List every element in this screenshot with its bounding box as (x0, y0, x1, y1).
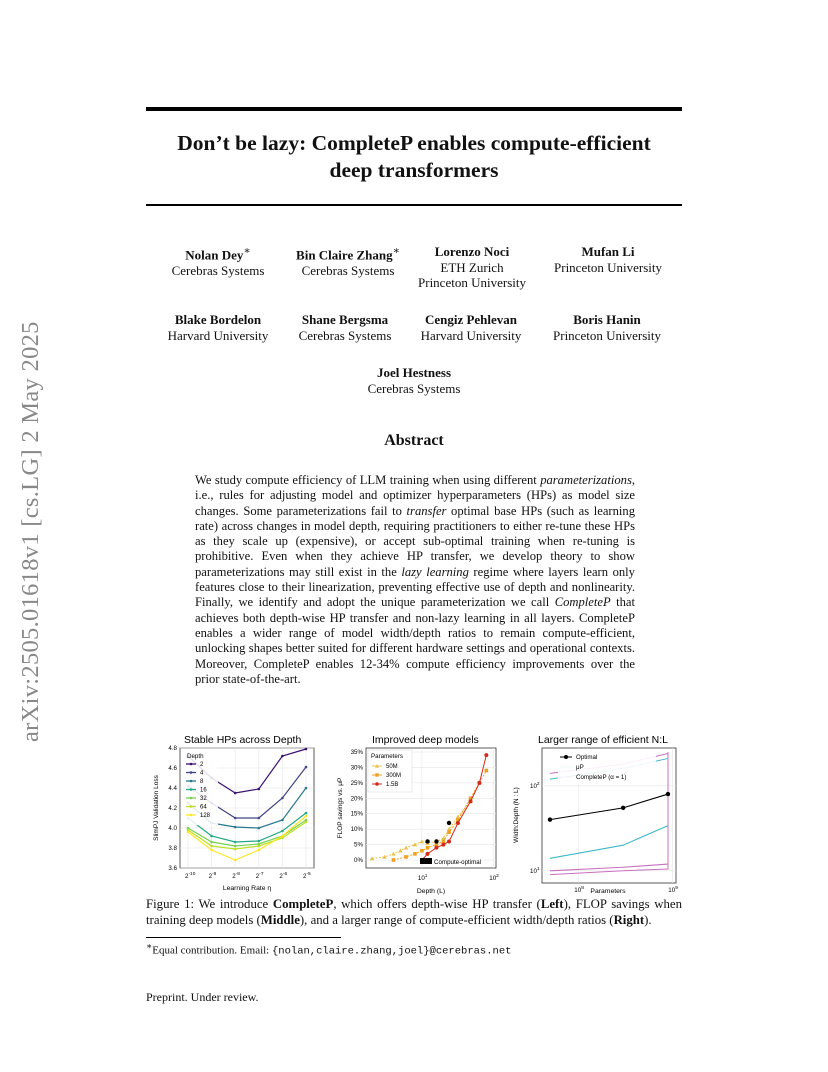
abstract-text: regime where layers learn only features close to their linearization, preventing effective use of depth and nonlinearity. Finally, we identify and adopt the unique parameterization we call (195, 564, 635, 610)
author-name: Mufan Li (581, 244, 635, 259)
left-x-tick: $2^{-9}$ (208, 872, 217, 880)
footnote-text: Equal contribution. Email: (152, 944, 272, 957)
abstract-emphasis: transfer (406, 503, 447, 518)
title-top-rule (146, 107, 682, 111)
middle-y-label: FLOP savings vs. μP (337, 777, 344, 839)
middle-data-point (485, 769, 489, 773)
left-data-point (281, 797, 284, 800)
title-bottom-rule (146, 204, 682, 206)
middle-data-point (441, 843, 445, 847)
middle-data-point (392, 858, 396, 862)
middle-y-tick: 30% (350, 764, 363, 772)
caption-bold: CompleteP (272, 897, 334, 911)
footnote (146, 941, 682, 958)
left-legend-label: 4 (200, 770, 204, 777)
left-y-label: SlimPJ Validation Loss (153, 775, 160, 841)
right-data-point (621, 806, 625, 810)
middle-data-point (426, 846, 430, 850)
paper-title (146, 130, 682, 184)
compute-optimal-marker (420, 858, 432, 864)
left-x-label: Learning Rate η (222, 885, 272, 892)
left-data-point (234, 859, 237, 862)
footnote-email[interactable]: {nolan,claire.zhang,joel}@cerebras.net (272, 945, 512, 958)
left-legend-label: 64 (200, 804, 207, 811)
middle-data-point (456, 821, 460, 825)
author-name: Bin Claire Zhang (296, 247, 393, 263)
middle-data-point (447, 839, 451, 843)
author-name: Lorenzo Noci (434, 244, 510, 259)
author-block (537, 312, 677, 343)
left-legend-label: 16 (200, 787, 207, 794)
author-affiliation: Cerebras Systems (301, 262, 395, 278)
left-data-point (305, 766, 308, 769)
left-legend-marker (190, 797, 193, 800)
caption-text: ). (644, 912, 652, 927)
left-legend-marker (190, 788, 193, 791)
right-x-tick: $10^9$ (668, 886, 678, 894)
left-data-point (281, 819, 284, 822)
right-y-tick: $10^1$ (530, 866, 540, 875)
abstract-text: optimal base HPs (such as learning rate) across changes in model depth, requiring practitioners to either re-tune these HPs as they scale up (expensive), or accept sub-optimal training when re-tuning is prohibitive. Even when they achieve HP transfer, we develop theory to show parameterizations may still exist in the (195, 503, 635, 579)
left-data-point (305, 787, 308, 790)
author-affiliation: Princeton University (418, 275, 526, 290)
middle-y-tick: 15% (350, 810, 363, 818)
footnote-mark: ∗ (146, 941, 153, 951)
author-name: Boris Hanin (573, 312, 641, 327)
left-data-point (258, 817, 261, 820)
middle-data-point (426, 852, 430, 856)
caption-text: ), and a larger range of compute-efficient width/depth ratios ( (299, 912, 614, 927)
middle-legend-label: 1.5B (386, 782, 399, 788)
left-data-point (305, 748, 308, 751)
left-legend-marker (190, 763, 193, 766)
abstract-emphasis: lazy learning (401, 564, 469, 579)
left-data-point (281, 830, 284, 833)
preprint-notice: Preprint. Under review. (146, 990, 259, 1004)
middle-x-tick: $10^1$ (417, 874, 428, 882)
middle-legend (368, 750, 412, 792)
left-data-point (258, 849, 261, 852)
caption-text: Figure 1: We introduce (146, 897, 273, 911)
abstract-text: , i.e., rules for adjusting model and optimizer hyperparameters (HPs) as model size changes. Some parameterizations fail to (195, 473, 635, 518)
title-line-1: Don’t be lazy: CompleteP enables compute-efficient (177, 131, 651, 155)
author-name: Blake Bordelon (174, 312, 262, 327)
arxiv-stamp: arXiv:2505.01618v1 [cs.LG] 2 May 2025 (17, 321, 44, 742)
left-x-tick: $2^{-5}$ (303, 872, 311, 880)
left-data-point (234, 845, 237, 848)
right-x-tick: $10^8$ (574, 886, 584, 894)
left-y-tick: 3.6 (168, 865, 177, 872)
left-data-point (258, 788, 261, 791)
left-legend-marker (190, 780, 193, 783)
middle-legend-label: 300M (386, 773, 402, 779)
left-data-point (258, 840, 261, 843)
left-y-tick: 4.0 (168, 825, 177, 832)
left-legend-title: Depth (187, 753, 204, 760)
left-x-tick: $2^{-7}$ (255, 872, 264, 880)
author-block (148, 244, 288, 278)
left-data-point (281, 835, 284, 838)
middle-x-tick: $10^2$ (489, 874, 499, 882)
middle-y-tick: 5% (354, 841, 363, 849)
left-data-point (210, 835, 213, 838)
right-panel-title: Larger range of efficient N:L (538, 734, 668, 746)
author-affiliation: Harvard University (167, 327, 269, 343)
middle-data-point (434, 846, 438, 850)
right-data-point (666, 792, 670, 796)
middle-data-point (420, 849, 424, 853)
author-name: Shane Bergsma (301, 312, 389, 327)
abstract-emphasis: parameterizations (540, 473, 632, 487)
left-data-point (305, 812, 308, 815)
author-affiliation: Princeton University (553, 327, 661, 343)
caption-bold: Right (613, 912, 645, 927)
author-block (538, 244, 678, 275)
left-x-tick: $2^{-10}$ (185, 872, 196, 880)
author-block (344, 365, 484, 396)
left-data-point (305, 815, 308, 818)
middle-legend-marker (375, 782, 379, 786)
left-data-point (210, 849, 213, 852)
abstract-text: that achieves both depth-wise HP transfer and non-lazy learning in all layers. CompleteP enables a wider range of model width/depth ratios to remain compute-efficient, unlocking shapes better suited for different hardware settings and operational contexts. Moreover, CompleteP enables 12-34% compute efficiency improvements over the prior state-of-the-art. (195, 595, 635, 686)
left-data-point (258, 827, 261, 830)
left-legend-label: 2 (200, 762, 204, 768)
right-y-label: Width:Depth (N : L) (513, 787, 520, 843)
figure-1 (146, 730, 686, 895)
left-x-tick: $2^{-6}$ (279, 872, 288, 880)
left-legend-label: 32 (200, 796, 207, 802)
abstract-body (195, 473, 635, 687)
compute-optimal-point (434, 839, 438, 843)
author-mark: ∗ (243, 245, 251, 257)
middle-legend-label: 50M (386, 764, 398, 770)
abstract-heading: Abstract (384, 432, 444, 449)
middle-x-label: Depth (L) (416, 888, 446, 895)
right-legend-optimal: Optimal (576, 754, 598, 761)
right-legend (558, 750, 656, 784)
left-legend-label: 128 (200, 813, 211, 819)
author-affiliation: Princeton University (554, 259, 662, 275)
left-data-point (258, 845, 261, 848)
middle-legend-title: Parameters (371, 753, 403, 760)
middle-data-point (447, 830, 451, 834)
author-affiliation: Cerebras Systems (367, 380, 461, 396)
author-mark: ∗ (392, 245, 400, 257)
right-legend-completep: CompleteP (α = 1) (576, 774, 627, 781)
compute-optimal-point (447, 821, 451, 825)
author-block (275, 312, 415, 343)
compute-optimal-point (425, 839, 429, 843)
author-affiliation: Cerebras Systems (298, 327, 392, 343)
left-data-point (234, 826, 237, 829)
middle-data-point (404, 855, 408, 859)
left-y-tick: 4.2 (168, 805, 177, 812)
caption-text: , which offers depth-wise HP transfer ( (333, 897, 541, 911)
figure-caption (146, 897, 682, 928)
left-legend-marker (190, 814, 193, 817)
left-data-point (234, 792, 237, 795)
left-y-tick: 3.8 (168, 845, 177, 852)
left-legend (182, 750, 218, 825)
author-block (402, 244, 542, 291)
middle-y-tick: 20% (350, 795, 363, 803)
author-affiliation: Cerebras Systems (171, 262, 265, 278)
abstract-emphasis: CompleteP (554, 595, 611, 610)
middle-data-point (413, 852, 417, 856)
middle-data-point (469, 799, 473, 803)
middle-y-tick: 25% (350, 779, 363, 787)
left-data-point (234, 841, 237, 844)
footnote-rule (146, 937, 341, 938)
left-data-point (234, 848, 237, 851)
abstract-text: We study compute efficiency of LLM training when using different (195, 473, 541, 487)
middle-data-point (477, 781, 481, 785)
caption-text: ), FLOP savings when training deep models ( (146, 897, 682, 927)
middle-data-point (484, 753, 488, 757)
middle-panel-title: Improved deep models (372, 734, 479, 746)
author-name: Joel Hestness (376, 365, 452, 380)
middle-y-tick: 10% (350, 826, 363, 834)
middle-legend-marker (375, 773, 378, 776)
left-y-tick: 4.6 (168, 765, 177, 772)
left-panel (153, 734, 314, 892)
left-y-tick: 4.4 (168, 785, 177, 792)
right-x-label: Parameters (590, 888, 626, 895)
left-data-point (305, 821, 308, 824)
left-panel-title: Stable HPs across Depth (184, 734, 302, 746)
right-y-tick: $10^2$ (530, 781, 540, 790)
middle-y-tick: 35% (350, 749, 363, 756)
left-legend-label: 8 (200, 779, 204, 785)
left-data-point (234, 817, 237, 820)
left-data-point (187, 831, 190, 834)
left-y-tick: 4.8 (168, 745, 177, 752)
left-x-tick: $2^{-8}$ (232, 872, 240, 880)
right-legend-marker (564, 755, 568, 759)
compute-optimal-label: Compute-optimal (434, 859, 482, 866)
middle-y-tick: 0% (354, 857, 363, 864)
left-legend-marker (190, 771, 193, 774)
left-legend-marker (190, 805, 193, 808)
author-block (401, 312, 541, 343)
caption-bold: Middle (260, 912, 300, 927)
author-affiliation: ETH Zurich (440, 259, 504, 275)
right-panel (513, 734, 678, 895)
author-affiliation: Harvard University (420, 327, 522, 343)
middle-panel (337, 734, 499, 895)
right-data-point (548, 817, 552, 821)
author-block (148, 312, 288, 343)
left-data-point (210, 845, 213, 848)
author-name: Nolan Dey (185, 247, 244, 263)
caption-bold: Left (540, 897, 564, 911)
left-data-point (281, 755, 284, 758)
title-line-2: deep transformers (329, 158, 499, 182)
author-name: Cengiz Pehlevan (424, 312, 518, 327)
right-legend-mup: μP (576, 764, 584, 771)
left-data-point (210, 841, 213, 844)
